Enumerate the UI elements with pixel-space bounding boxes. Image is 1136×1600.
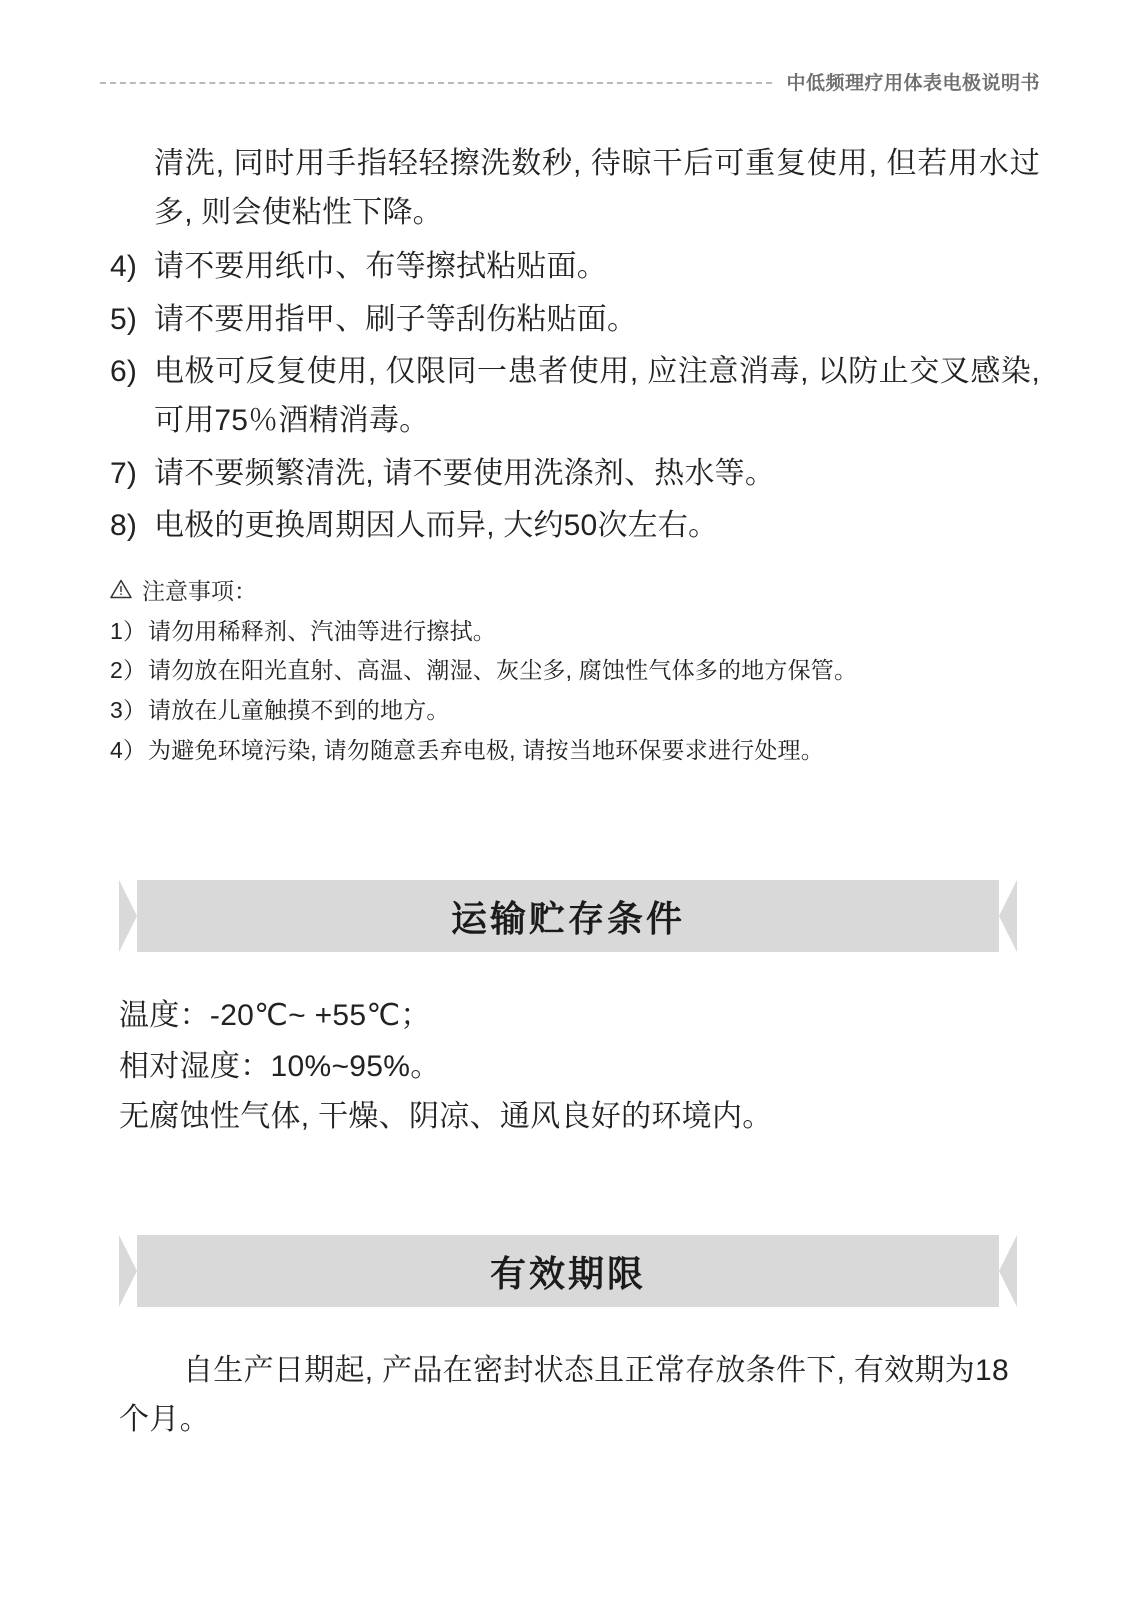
section-body [119,1307,1017,1444]
instruction-list [110,243,1040,551]
section-line: 相对湿度：10%~95%。 [119,1049,441,1083]
section-line: 自生产日期起, 产品在密封状态且正常存放条件下, 有效期为18个月。 [119,1354,1010,1436]
list-item-marker: 4) [110,250,138,284]
list-item-marker: 4） [110,736,147,763]
list-item-text: 请勿放在阳光直射、高温、潮湿、灰尘多, 腐蚀性气体多的地方保管。 [148,657,858,684]
warning-triangle-icon [110,579,132,599]
section-line: 温度：-20℃~ +55℃； [119,999,431,1032]
header-dashed-rule [100,82,772,85]
list-item-marker: 5) [110,302,138,336]
section-banner [119,1235,1017,1307]
section-title: 有效期限 [489,1252,646,1294]
header-title: 中低频理疗用体表电极说明书 [786,73,1040,94]
list-item-marker: 6) [110,355,138,389]
list-item [110,348,1040,445]
list-item [110,296,1040,345]
notice-title: 注意事项： [142,577,257,604]
section-storage [0,880,1136,1144]
notice-list [110,612,1040,770]
main-content [110,140,1040,770]
list-item-marker: 2） [110,657,147,684]
notice-heading [110,573,1040,606]
list-item-text: 为避免环境污染, 请勿随意丢弃电极, 请按当地环保要求进行处理。 [148,736,824,763]
list-item-text: 请不要用指甲、刷子等刮伤粘贴面。 [154,302,638,336]
list-item [110,691,1040,730]
list-item-marker: 7) [110,456,138,490]
list-item-marker: 3） [110,697,147,723]
page-header [100,68,1040,95]
section-validity [0,1235,1136,1446]
list-item [110,731,1040,770]
section-line: 无腐蚀性气体, 干燥、阴凉、通风良好的环境内。 [119,1100,773,1134]
list-item-marker: 8) [110,509,138,543]
list-item-text: 电极的更换周期因人而异, 大约50次左右。 [154,509,719,543]
section-banner [119,880,1017,952]
list-item-text: 请不要用纸巾、布等擦拭粘贴面。 [154,250,607,284]
list-item-text: 电极可反复使用, 仅限同一患者使用, 应注意消毒, 以防止交叉感染, 可用75％酒精消毒。 [154,355,1040,437]
section-title: 运输贮存条件 [450,897,685,939]
list-item-text: 请勿用稀释剂、汽油等进行擦拭。 [148,617,496,644]
list-item [110,243,1040,292]
list-item-marker: 1） [110,617,147,644]
list-item [110,502,1040,551]
list-item [110,612,1040,651]
continued-paragraph: 清洗, 同时用手指轻轻擦洗数秒, 待晾干后可重复使用, 但若用水过多, 则会使粘性下降。 [154,147,1040,229]
list-item [110,651,1040,690]
list-item-text: 请放在儿童触摸不到的地方。 [148,697,450,723]
list-item-text: 请不要频繁清洗, 请不要使用洗涤剂、热水等。 [154,456,776,490]
list-item [110,450,1040,499]
section-body [119,952,1017,1142]
